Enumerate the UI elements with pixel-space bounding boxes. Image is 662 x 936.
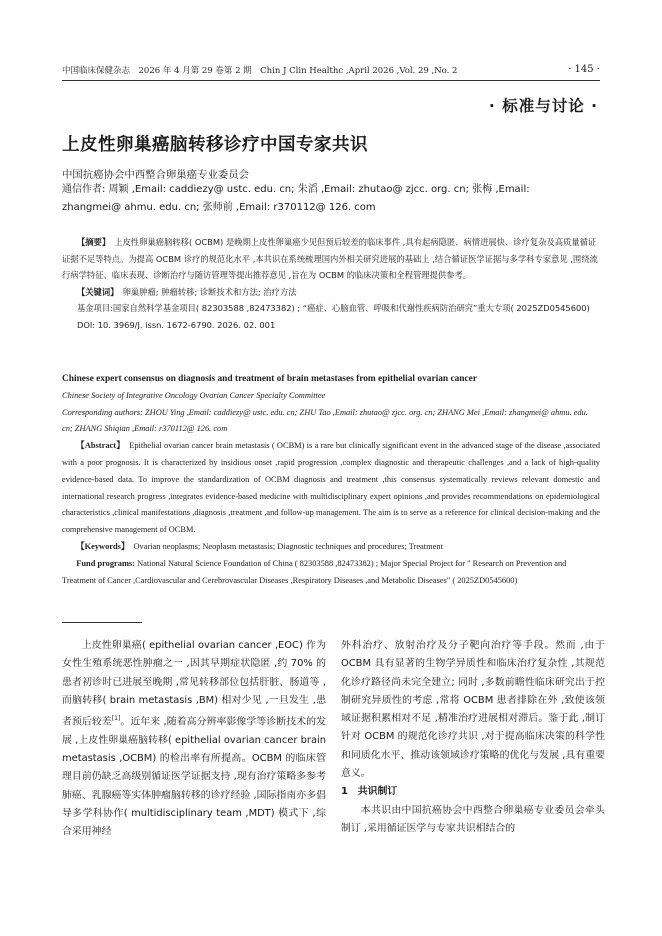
body-paragraph-section-1: 本共识由中国抗癌协会中西整合卵巢癌专业委员会牵头制订 ,采用循证医学与专家共识相结合的 bbox=[341, 804, 605, 834]
reference-marker: [1] bbox=[111, 715, 121, 723]
body-column-left bbox=[62, 637, 326, 842]
english-abstract bbox=[62, 371, 600, 589]
author-group: 中国抗癌协会中西整合卵巢癌专业委员会 bbox=[62, 169, 250, 181]
section-heading: 1 共识制订 bbox=[341, 786, 398, 798]
body-column-right bbox=[341, 637, 605, 838]
zh-fund bbox=[62, 300, 604, 317]
chinese-abstract bbox=[62, 234, 604, 333]
zh-keywords bbox=[62, 284, 604, 301]
zh-abstract-text: 上皮性卵巢癌脑转移( OCBM) 是晚期上皮性卵巢癌少见但预后较差的临床事件 ,具有起病隐匿、病情进展快、诊疗复杂及高质量循证证据不足等特点。为提高 OCBM 诊疗的规范化水平 ,本共识在系统梳理国内外相关研究进展的基础上 ,结合循证医学证据与多学科专家意见 ,围绕流行病学特征、临床表现、诊断治疗与随访管理等提出推荐意见 ,旨在为 OCBM 的临床决策和全程管理提供参考。 bbox=[62, 237, 598, 280]
page-number: · 145 · bbox=[568, 64, 600, 75]
en-authors-label: Corresponding authors: bbox=[62, 407, 143, 417]
zh-keywords-text: 卵巢肿瘤; 肿瘤转移; 诊断技术和方法; 治疗方法 bbox=[122, 286, 297, 297]
en-keywords bbox=[62, 539, 600, 556]
zh-abstract-paragraph bbox=[62, 234, 604, 284]
column-tag: · 标准与讨论 · bbox=[488, 97, 598, 115]
en-fund bbox=[62, 556, 600, 590]
zh-abstract-label: 【摘要】 bbox=[76, 237, 106, 247]
en-authors bbox=[62, 405, 600, 439]
en-title: Chinese expert consensus on diagnosis and treatment of brain metastases from epithelial ovarian cancer bbox=[62, 374, 477, 384]
intro-text-b: 。近年来 ,随着高分辨率影像学等诊断技术的发展 ,上皮性卵巢癌脑转移( epithelial ovarian cancer brain metastasis ,OCBM) 的检出率有所提高。OCBM 的临床管理目前仍缺乏高级别循证医学证据支持 ,现有治疗策略多参考肺癌、乳腺癌等实体肿瘤脑转移的诊疗经验 ,国际指南亦多倡导多学科协作( multidisciplinary team ,MDT) 模式下 ,综合采用神经 bbox=[62, 716, 326, 838]
zh-fund-label: 基金项目: bbox=[76, 303, 113, 313]
zh-fund-text: 国家自然科学基金项目( 82303588 ,82473382) ; “癌症、心脑血管、呼吸和代谢性疾病防治研究”重大专项( 2025ZD0545600) bbox=[112, 303, 590, 313]
en-fund-text: National Natural Science Foundation of China ( 82303588 ,82473382) ; Major Special Project for " Research on Prevention and Treatment of Cancer ,Cardiovascular and Cerebrovascular Diseases ,Respiratory Diseases ,and Metabolic Diseases" ( 2025ZD0545600) bbox=[62, 558, 567, 585]
en-keywords-text: Ovarian neoplasms; Neoplasm metastasis; Diagnostic techniques and procedures; Treatment bbox=[133, 541, 443, 551]
en-fund-label: Fund programs: bbox=[76, 558, 135, 568]
en-abstract-label: 【Abstract】 bbox=[76, 441, 121, 451]
body-paragraph-continued: 外科治疗、放射治疗及分子靶向治疗等手段。然而 ,由于 OCBM 具有显著的生物学异质性和临床治疗复杂性 ,其规范化诊疗路径尚未完全建立; 同时 ,多数前瞻性临床研究出于控制研究异质性的考虑 ,常将 OCBM 患者排除在外 ,致使该领域证据积累相对不足 ,精准治疗进展相对滞后。鉴于此 ,制订针对 OCBM 的规范化诊疗共识 ,对于提高临床决策的科学性和同质化水平、推动该领域诊疗策略的优化与发展 ,具有重要意义。 bbox=[341, 640, 605, 780]
intro-text-a: 上皮性卵巢癌( epithelial ovarian cancer ,EOC) 作为女性生殖系统恶性肿瘤之一 ,因其早期症状隐匿 ,约 70% 的患者初诊时已进展至晚期 ,常见转移部位包括肝脏、肠道等 ,而脑转移( brain metastasis ,BM) 相对少见 ,一旦发生 ,患者预后较差 bbox=[62, 640, 326, 728]
en-keywords-label: 【Keywords】 bbox=[76, 541, 126, 551]
article-title: 上皮性卵巢癌脑转移诊疗中国专家共识 bbox=[62, 134, 368, 155]
en-abstract-text: Epithelial ovarian cancer brain metastasis ( OCBM) is a rare but clinically significant event in the advanced stage of the disease ,associated with a poor prognosis. It is characterized by insidious onset ,rapid progression ,complex diagnostic and therapeutic challenges ,and a lack of high-quality evidence-based data. To improve the standardization of OCBM diagnosis and treatment ,this consensus systematically reviews relevant domestic and international research progress ,integrates evidence-based medicine with multidisciplinary expert opinions ,and provides recommendations on epidemiological characteristics ,clinical manifestations ,diagnosis ,treatment ,and follow-up management. The aim is to serve as a reference for clinical decision-making and the comprehensive management of OCBM. bbox=[62, 441, 601, 535]
zh-keywords-label: 【关键词】 bbox=[76, 286, 115, 297]
journal-citation-line: 中国临床保健杂志 2026 年 4 月第 29 卷第 2 期 Chin J Clin Healthc ,April 2026 ,Vol. 29 ,No. 2 bbox=[62, 66, 458, 76]
header-rule bbox=[62, 80, 600, 81]
corresponding-authors bbox=[62, 181, 602, 217]
en-abstract-paragraph bbox=[62, 438, 600, 539]
corresponding-line-1: 通信作者: 周颖 ,Email: caddiezy@ ustc. edu. cn; 朱滔 ,Email: zhutao@ zjcc. org. cn; 张梅 ,Email: bbox=[62, 184, 530, 195]
doi: DOI: 10. 3969/J. issn. 1672-6790. 2026. 02. 001 bbox=[76, 319, 276, 330]
en-society: Chinese Society of Integrative Oncology Ovarian Cancer Specialty Committee bbox=[62, 390, 326, 400]
body-paragraph-intro bbox=[62, 637, 326, 842]
body-separator-rule bbox=[62, 622, 142, 623]
en-authors-text: ZHOU Ying ,Email: caddiezy@ ustc. edu. cn; ZHU Tao ,Email: zhutao@ zjcc. org. cn; ZHANG Mei ,Email: zhangmei@ ahmu. edu. cn; ZHANG Shiqian ,Email: r370112@ 126. com bbox=[62, 407, 588, 434]
corresponding-line-2: zhangmei@ ahmu. edu. cn; 张师前 ,Email: r370112@ 126. com bbox=[62, 202, 376, 213]
